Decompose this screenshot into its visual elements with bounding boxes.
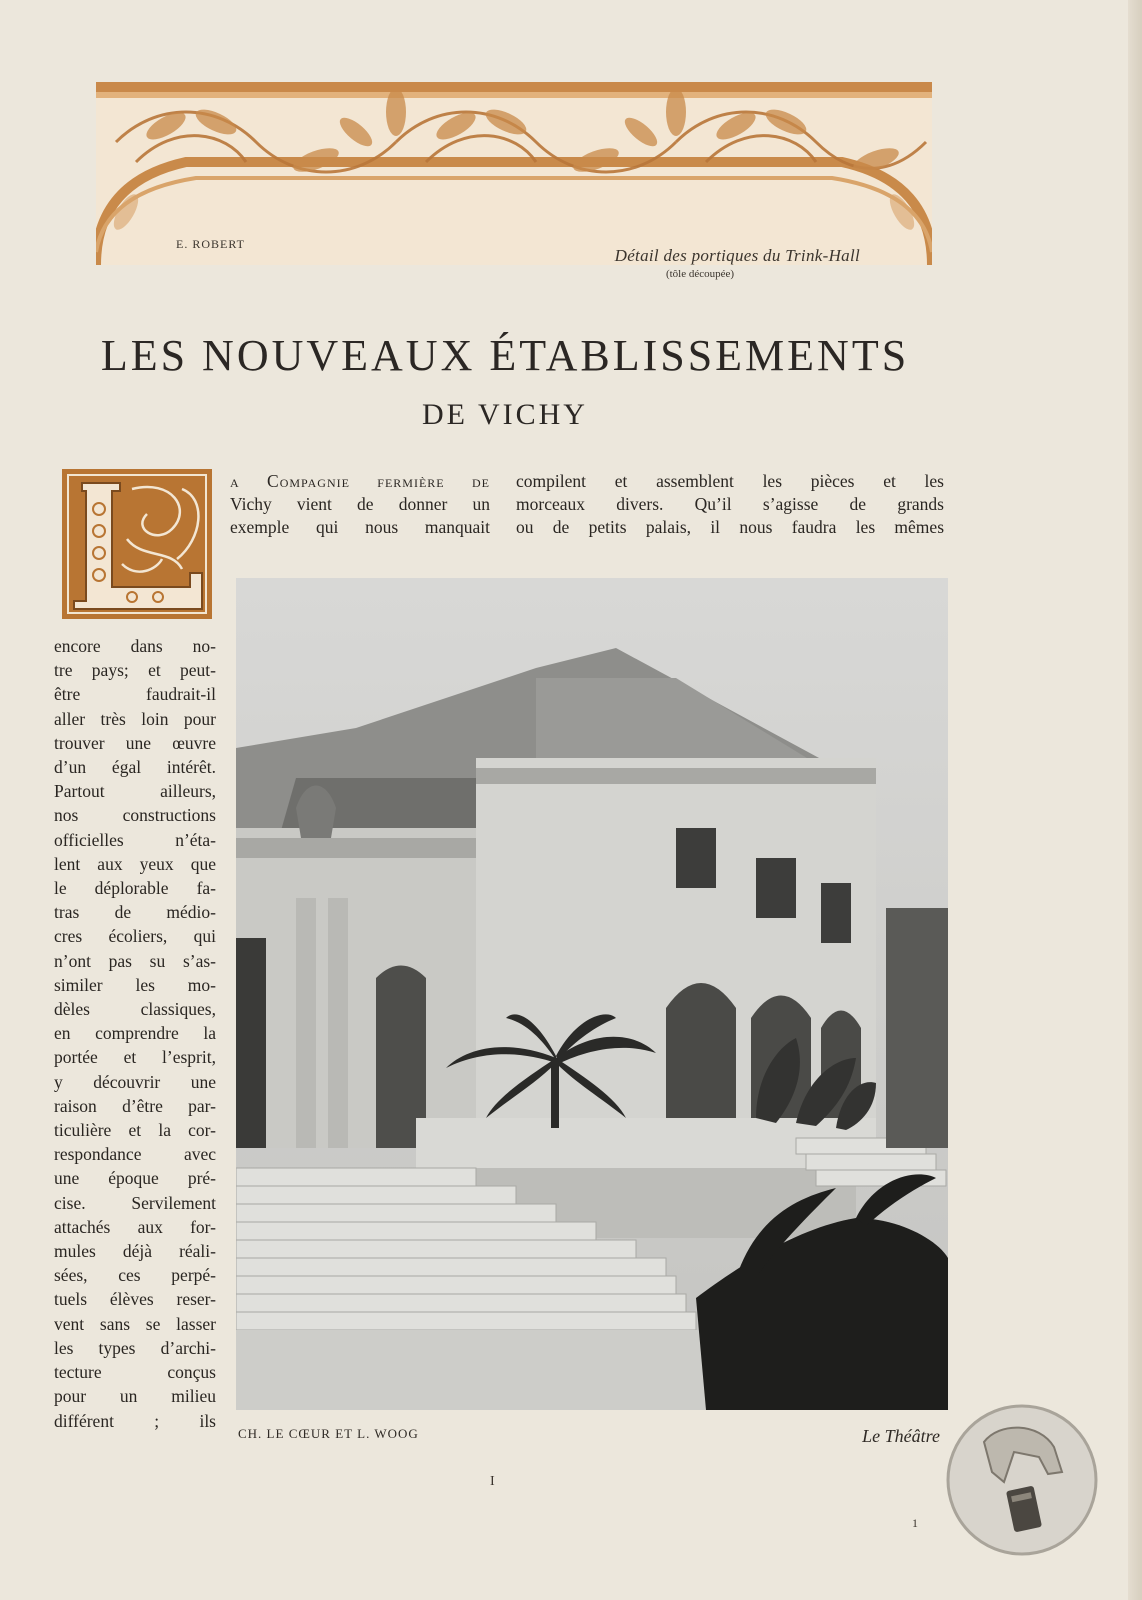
text-line: mules déjà réali- <box>54 1241 216 1262</box>
article-title: LES NOUVEAUX ÉTABLISSEMENTS <box>100 331 910 380</box>
text-line: tecture conçus <box>54 1362 216 1383</box>
text-line: d’un égal intérêt. <box>54 757 216 778</box>
header-caption-sub: (tôle découpée) <box>665 268 735 280</box>
text-line: a Compagnie fermière de <box>230 471 490 491</box>
text-line: lent aux yeux que <box>54 853 216 874</box>
right-column-text <box>516 470 944 539</box>
text-line: morceaux divers. Qu’il s’agisse de grands <box>516 494 944 514</box>
text-line: Partout ailleurs, <box>54 781 216 802</box>
photo-credit: CH. LE CŒUR ET L. WOOG <box>238 1426 419 1441</box>
text-line: tuels élèves reser- <box>54 1289 216 1310</box>
text-line: officielles n’éta- <box>54 829 216 850</box>
text-line: raison d’être par- <box>54 1095 216 1116</box>
text-line: trouver une œuvre <box>54 732 216 753</box>
sheet-number: 1 <box>912 1516 918 1530</box>
text-line: ou de petits palais, il nous faudra les mêmes <box>516 517 944 537</box>
text-line: exemple qui nous manquait <box>230 517 490 537</box>
text-line: tras de médio- <box>54 902 216 923</box>
photo-caption: Le Théâtre <box>862 1426 940 1446</box>
text-line: respondance avec <box>54 1144 216 1165</box>
text-line: en comprendre la <box>54 1023 216 1044</box>
text-line: différent ; ils <box>54 1410 216 1431</box>
text-line: ticulière et la cor- <box>54 1120 216 1141</box>
article-subtitle: DE VICHY <box>422 398 588 431</box>
text-line: portée et l’esprit, <box>54 1047 216 1068</box>
text-line: encore dans no- <box>54 636 216 656</box>
text-line: n’ont pas su s’as- <box>54 950 216 971</box>
left-column-text <box>54 634 216 1433</box>
text-line: une époque pré- <box>54 1168 216 1189</box>
text-line: tre pays; et peut- <box>54 660 216 681</box>
text-line: aller très loin pour <box>54 708 216 729</box>
text-line: dèles classiques, <box>54 999 216 1020</box>
text-line: les types d’archi- <box>54 1337 216 1358</box>
text-line: similer les mo- <box>54 974 216 995</box>
text-line: y découvrir une <box>54 1071 216 1092</box>
theatre-photograph <box>236 578 948 1410</box>
header-credit: E. ROBERT <box>176 237 245 251</box>
text-line: Vichy vient de donner un <box>230 494 490 514</box>
dropcap-letter-image <box>62 469 220 629</box>
text-line: nos constructions <box>54 805 216 826</box>
text-line: pour un milieu <box>54 1386 216 1407</box>
text-line: vent sans se lasser <box>54 1313 216 1334</box>
page-number: I <box>490 1474 495 1489</box>
text-line: cres écoliers, qui <box>54 926 216 947</box>
text-line: compilent et assemblent les pièces et les <box>516 471 944 491</box>
intro-text <box>230 470 490 539</box>
page-edge <box>1128 0 1142 1600</box>
text-line: attachés aux for- <box>54 1216 216 1237</box>
library-stamp-icon <box>944 1402 1100 1558</box>
text-line: sées, ces perpé- <box>54 1265 216 1286</box>
header-caption: Détail des portiques du Trink-Hall <box>614 246 860 265</box>
text-line: cise. Servilement <box>54 1192 216 1213</box>
text-line: le déplorable fa- <box>54 878 216 899</box>
text-line: être faudrait-il <box>54 684 216 705</box>
